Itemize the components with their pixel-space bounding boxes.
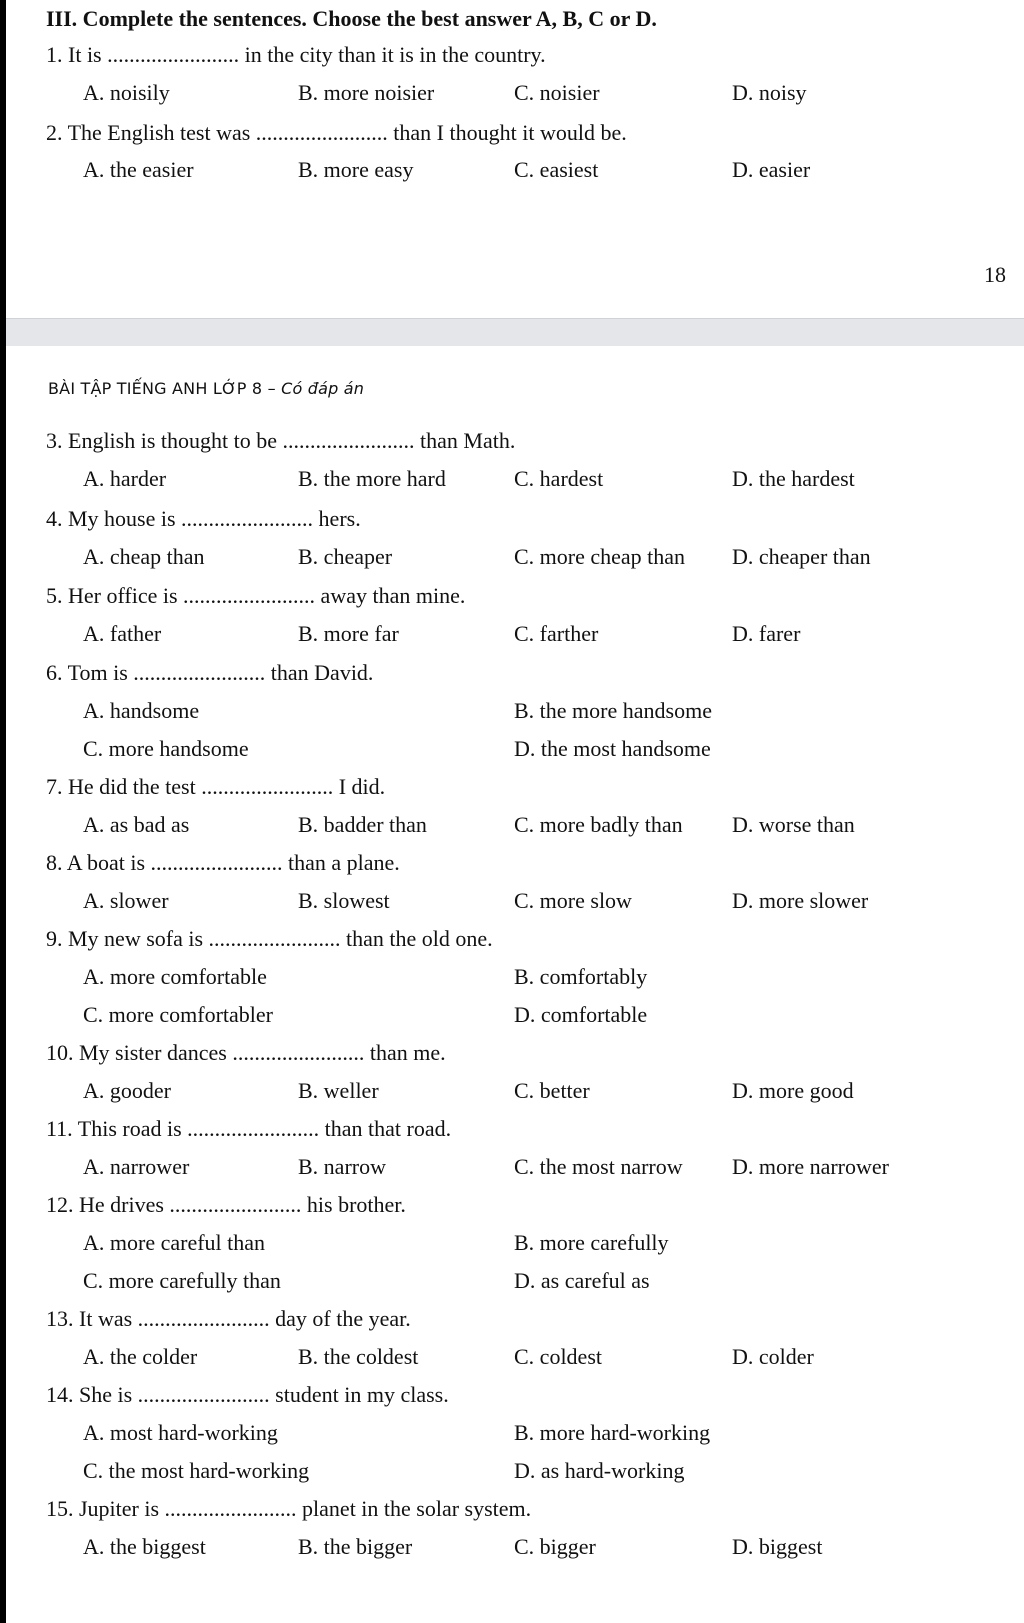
q5-option-c: C. farther: [514, 621, 599, 646]
header-title: BÀI TẬP TIẾNG ANH LỚP 8 –: [48, 379, 282, 398]
q15-option-a: A. the biggest: [83, 1534, 206, 1559]
q3-option-c: C. hardest: [514, 466, 604, 491]
q11-option-b: B. narrow: [298, 1154, 386, 1179]
q4-option-a: A. cheap than: [83, 544, 205, 569]
q11-option-c: C. the most narrow: [514, 1154, 683, 1179]
q7-option-d: D. worse than: [732, 812, 855, 837]
section-title: III. Complete the sentences. Choose the best answer A, B, C or D.: [46, 6, 657, 31]
q5-option-d: D. farer: [732, 621, 801, 646]
q13-option-b: B. the coldest: [298, 1344, 419, 1369]
q9-option-d: D. comfortable: [514, 1002, 648, 1027]
q12-option-b: B. more carefully: [514, 1230, 669, 1255]
page-fragment-top: [6, 0, 1024, 318]
q9-option-a: A. more comfortable: [83, 964, 267, 989]
q3-option-b: B. the more hard: [298, 466, 446, 491]
page-number: 18: [984, 262, 1006, 287]
q15-option-b: B. the bigger: [298, 1534, 413, 1559]
q9-option-c: C. more comfortabler: [83, 1002, 273, 1027]
q14-option-c: C. the most hard-working: [83, 1458, 310, 1483]
q11-option-d: D. more narrower: [732, 1154, 889, 1179]
question-6: 6. Tom is ........................ than David.: [46, 660, 374, 685]
q7-option-b: B. badder than: [298, 812, 427, 837]
q7-option-a: A. as bad as: [83, 812, 190, 837]
page-gap: [6, 318, 1024, 348]
q9-option-b: B. comfortably: [514, 964, 648, 989]
q12-option-d: D. as careful as: [514, 1268, 650, 1293]
q1-option-a: A. noisily: [83, 80, 170, 105]
q11-option-a: A. narrower: [83, 1154, 190, 1179]
q10-option-d: D. more good: [732, 1078, 854, 1103]
q3-option-d: D. the hardest: [732, 466, 855, 491]
q10-option-a: A. gooder: [83, 1078, 171, 1103]
q7-option-c: C. more badly than: [514, 812, 683, 837]
q2-option-b: B. more easy: [298, 157, 414, 182]
q14-option-b: B. more hard-working: [514, 1420, 711, 1445]
q6-option-b: B. the more handsome: [514, 698, 712, 723]
question-12: 12. He drives ........................ his brother.: [46, 1192, 406, 1217]
q14-option-a: A. most hard-working: [83, 1420, 278, 1445]
question-14: 14. She is ........................ student in my class.: [46, 1382, 449, 1407]
question-11: 11. This road is ........................ than that road.: [46, 1116, 452, 1141]
question-1: 1. It is ........................ in the city than it is in the country.: [46, 42, 546, 67]
question-3: 3. English is thought to be ........................ than Math.: [46, 428, 516, 453]
q15-option-d: D. biggest: [732, 1534, 823, 1559]
question-5: 5. Her office is ........................ away than mine.: [46, 583, 466, 608]
q5-option-b: B. more far: [298, 621, 399, 646]
question-9: 9. My new sofa is ........................ than the old one.: [46, 926, 493, 951]
q1-option-b: B. more noisier: [298, 80, 435, 105]
q4-option-b: B. cheaper: [298, 544, 393, 569]
page-fragment-bottom: [6, 346, 1024, 1623]
question-13: 13. It was ........................ day of the year.: [46, 1306, 411, 1331]
q6-option-d: D. the most handsome: [514, 736, 711, 761]
q2-option-d: D. easier: [732, 157, 811, 182]
q5-option-a: A. father: [83, 621, 162, 646]
q10-option-b: B. weller: [298, 1078, 379, 1103]
q13-option-a: A. the colder: [83, 1344, 198, 1369]
question-7: 7. He did the test ........................ I did.: [46, 774, 386, 799]
question-2: 2. The English test was ........................ than I thought it would be.: [46, 120, 627, 145]
q4-option-d: D. cheaper than: [732, 544, 871, 569]
q1-option-d: D. noisy: [732, 80, 807, 105]
question-15: 15. Jupiter is ........................ planet in the solar system.: [46, 1496, 532, 1521]
q8-option-a: A. slower: [83, 888, 169, 913]
q2-option-a: A. the easier: [83, 157, 194, 182]
header-subtitle: Có đáp án: [281, 379, 365, 398]
question-10: 10. My sister dances ........................ than me.: [46, 1040, 446, 1065]
q8-option-b: B. slowest: [298, 888, 390, 913]
q12-option-c: C. more carefully than: [83, 1268, 281, 1293]
q10-option-c: C. better: [514, 1078, 590, 1103]
q4-option-c: C. more cheap than: [514, 544, 686, 569]
q13-option-c: C. coldest: [514, 1344, 602, 1369]
q15-option-c: C. bigger: [514, 1534, 596, 1559]
q8-option-c: C. more slow: [514, 888, 632, 913]
q1-option-c: C. noisier: [514, 80, 600, 105]
q6-option-a: A. handsome: [83, 698, 200, 723]
q6-option-c: C. more handsome: [83, 736, 249, 761]
q8-option-d: D. more slower: [732, 888, 869, 913]
page-header: [48, 379, 364, 398]
q12-option-a: A. more careful than: [83, 1230, 266, 1255]
q13-option-d: D. colder: [732, 1344, 814, 1369]
q14-option-d: D. as hard-working: [514, 1458, 685, 1483]
q3-option-a: A. harder: [83, 466, 167, 491]
question-4: 4. My house is ........................ hers.: [46, 506, 361, 531]
q2-option-c: C. easiest: [514, 157, 599, 182]
question-8: 8. A boat is ........................ than a plane.: [46, 850, 400, 875]
